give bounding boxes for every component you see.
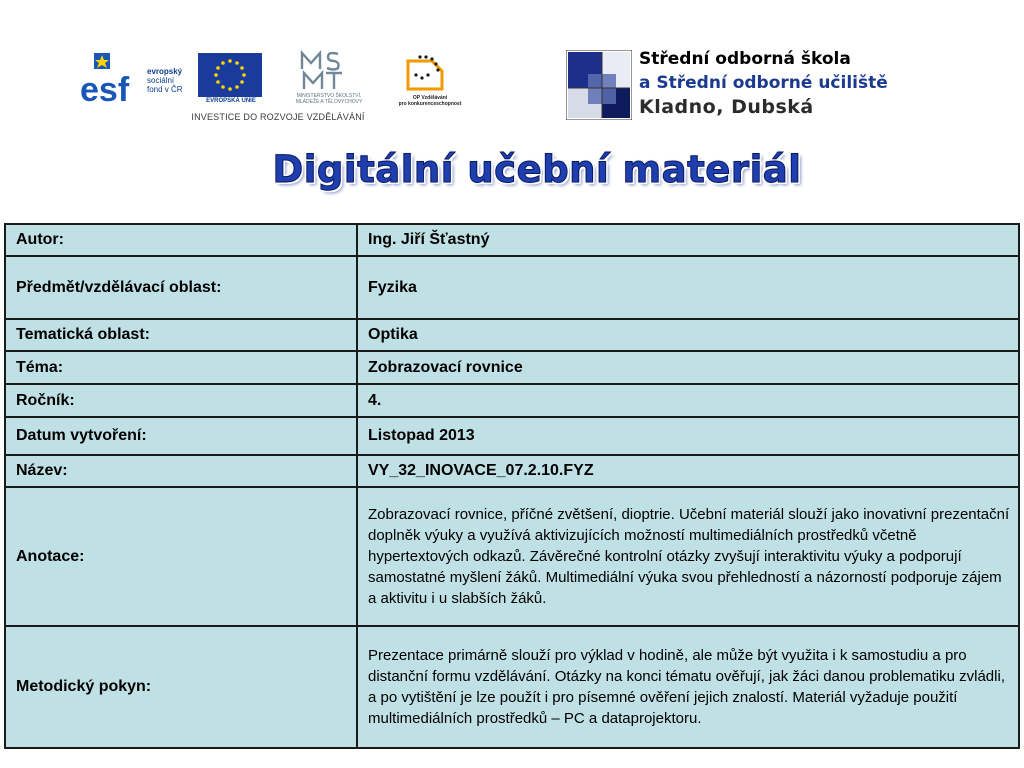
school-name-line: a Střední odborné učiliště xyxy=(639,73,888,93)
row-label: Tematická oblast: xyxy=(5,319,357,351)
row-value: VY_32_INOVACE_07.2.10.FYZ xyxy=(357,455,1019,487)
svg-text:esf: esf xyxy=(80,71,130,103)
row-value: Zobrazovací rovnice xyxy=(357,351,1019,384)
esf-caption-line: fond v ČR xyxy=(147,85,183,94)
row-label: Název: xyxy=(5,455,357,487)
table-row xyxy=(5,256,1019,319)
msmt-caption-line: MINISTERSTVO ŠKOLSTVÍ, xyxy=(296,93,362,99)
op-logo xyxy=(402,53,450,95)
eu-flag-icon xyxy=(198,53,262,97)
row-label: Ročník: xyxy=(5,384,357,417)
op-caption-line: OP Vzdělávání xyxy=(412,95,448,101)
table-row xyxy=(5,384,1019,417)
msmt-logo xyxy=(298,49,346,93)
op-caption xyxy=(378,95,482,107)
row-value: Fyzika xyxy=(357,256,1019,319)
school-logo xyxy=(566,48,926,122)
esf-caption-line: evropský xyxy=(147,67,183,76)
esf-logo xyxy=(80,53,142,103)
table-row xyxy=(5,417,1019,455)
op-caption-line: pro konkurenceschopnost xyxy=(398,101,462,107)
table-row xyxy=(5,455,1019,487)
msmt-caption xyxy=(281,93,377,105)
row-label: Autor: xyxy=(5,224,357,256)
row-value: 4. xyxy=(357,384,1019,417)
row-label: Předmět/vzdělávací oblast: xyxy=(5,256,357,319)
school-name xyxy=(639,48,929,120)
investice-caption: INVESTICE DO ROZVOJE VZDĚLÁVÁNÍ xyxy=(191,112,365,122)
school-emblem xyxy=(566,50,632,120)
school-name-line: Kladno, Dubská xyxy=(639,96,814,118)
partner-logos xyxy=(68,45,472,127)
row-label: Metodický pokyn: xyxy=(5,626,357,748)
row-value: Optika xyxy=(357,319,1019,351)
row-value: Prezentace primárně slouží pro výklad v hodině, ale může být využita i k samostudiu a pro distanční formu vzdělávání. Otázky na konci tématu ověřují, jak žáci danou problematiku zvládli, a po vytištění je lze použít i pro písemné ověření jejich znalostí. Materiál vyžaduje použití multimediálních prostředků – PC a dataprojektoru. xyxy=(357,626,1019,748)
school-name-line: Střední odborná škola xyxy=(639,49,851,69)
msmt-caption-line: MLÁDEŽE A TĚLOVÝCHOVY xyxy=(295,99,363,105)
table-row xyxy=(5,487,1019,626)
row-value: Listopad 2013 xyxy=(357,417,1019,455)
table-row xyxy=(5,224,1019,256)
row-label: Anotace: xyxy=(5,487,357,626)
row-label: Datum vytvoření: xyxy=(5,417,357,455)
table-row xyxy=(5,319,1019,351)
page-title: Digitální učební materiál xyxy=(272,148,802,191)
eu-caption: EVROPSKÁ UNIE xyxy=(206,98,256,104)
row-label: Téma: xyxy=(5,351,357,384)
metadata-table xyxy=(4,223,1020,749)
table-row xyxy=(5,626,1019,748)
esf-caption-line: sociální xyxy=(147,76,175,85)
table-row xyxy=(5,351,1019,384)
row-value: Zobrazovací rovnice, příčné zvětšení, dioptrie. Učební materiál slouží jako inovativní prezentační doplněk výuky a využívá aktivizujících možností multimediálních prostředků včetně hypertextových odkazů. Závěrečné kontrolní otázky zvyšují interaktivitu výuky a podporují samostatné myšlení žáků. Multimediální výuka svou přehledností a názorností podporuje zájem a aktivitu i u slabších žáků. xyxy=(357,487,1019,626)
row-value: Ing. Jiří Šťastný xyxy=(357,224,1019,256)
